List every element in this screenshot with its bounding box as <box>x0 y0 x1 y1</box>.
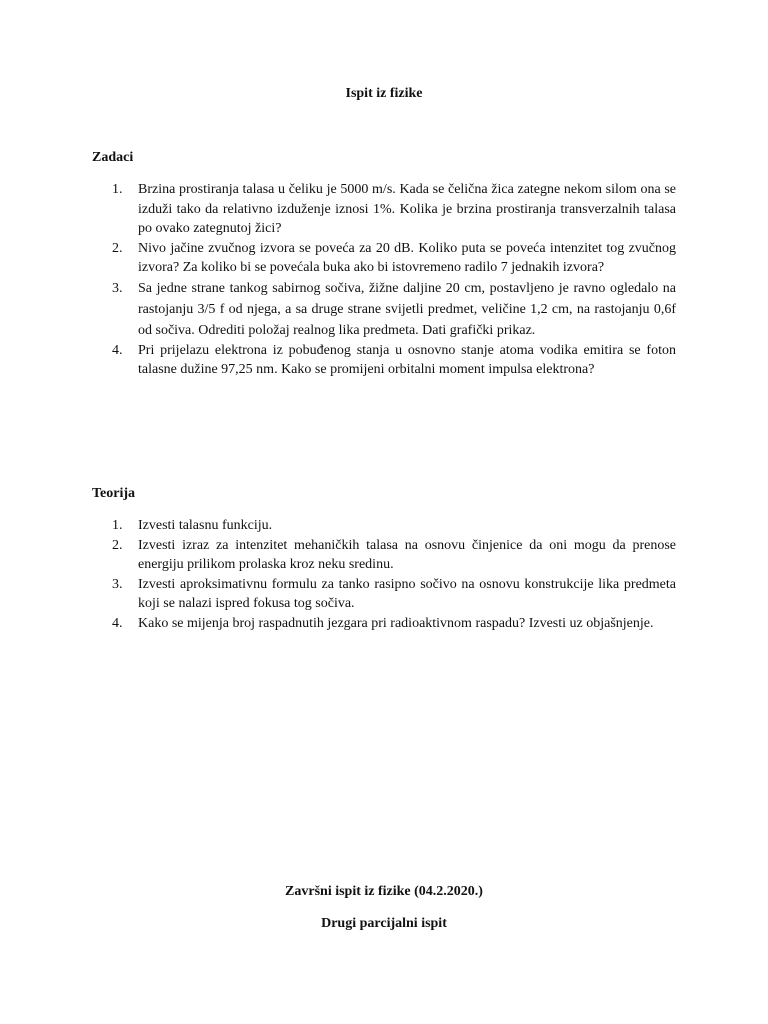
footer-exam-subtitle: Drugi parcijalni ispit <box>321 916 447 931</box>
zadaci-item-3 <box>92 278 676 341</box>
zadaci-item-number: 3. <box>112 280 123 296</box>
zadaci-item-2 <box>92 239 676 278</box>
zadaci-item-number: 2. <box>112 240 123 256</box>
teorija-item-number: 2. <box>112 537 123 553</box>
teorija-item-number: 4. <box>112 615 123 631</box>
zadaci-item-number: 4. <box>112 342 123 358</box>
teorija-list <box>92 516 676 633</box>
teorija-item-text: Kako se mijenja broj raspadnutih jezgara pri radioaktivnom raspadu? Izvesti uz objašnjenje. <box>138 615 654 631</box>
zadaci-item-1 <box>92 180 676 239</box>
zadaci-heading: Zadaci <box>92 150 134 165</box>
teorija-item-text: Izvesti izraz za intenzitet mehaničkih talasa na osnovu činjenice da oni mogu da prenose energiju prilikom prolaska kroz neku sredinu. <box>138 537 676 572</box>
teorija-heading: Teorija <box>92 486 136 501</box>
zadaci-item-text: Sa jedne strane tankog sabirnog sočiva, žižne daljine 20 cm, postavljeno je ravno ogledalo na rastojanju 3/5 f od njega, a sa druge strane svijetli predmet, veličine 1,2 cm, na rastojanju 0,6f od sočiva. Odrediti položaj realnog lika predmeta. Dati grafički prikaz. <box>138 280 676 338</box>
zadaci-item-text: Pri prijelazu elektrona iz pobuđenog stanja u osnovno stanje atoma vodika emitira se foton talasne dužine 97,25 nm. Kako se promijeni orbitalni moment impulsa elektrona? <box>138 342 676 377</box>
teorija-item-number: 3. <box>112 576 123 592</box>
teorija-item-3 <box>92 575 676 614</box>
zadaci-item-text: Nivo jačine zvučnog izvora se poveća za 20 dB. Koliko puta se poveća intenzitet tog zvučnog izvora? Za koliko bi se povećala buka ako bi istovremeno radilo 7 jednakih izvora? <box>138 240 676 275</box>
teorija-item-text: Izvesti talasnu funkciju. <box>138 518 273 533</box>
teorija-item-text: Izvesti aproksimativnu formulu za tanko rasipno sočivo na osnovu konstrukcije lika predmeta koji se nalazi ispred fokusa tog sočiva. <box>138 576 676 611</box>
zadaci-item-number: 1. <box>112 182 123 197</box>
zadaci-item-4 <box>92 341 676 380</box>
zadaci-item-text: Brzina prostiranja talasa u čeliku je 5000 m/s. Kada se čelična žica zategne nekom silom ona se izduži tako da relativno izduženje iznosi 1%. Kolika je brzina prostiranja transverzalnih talasa po ovako zategnutoj žici? <box>138 182 676 236</box>
footer-exam-title: Završni ispit iz fizike (04.2.2020.) <box>285 884 483 899</box>
teorija-item-4 <box>92 614 676 634</box>
teorija-item-number: 1. <box>112 518 123 533</box>
zadaci-list <box>92 180 676 380</box>
page-title: Ispit iz fizike <box>345 86 423 101</box>
teorija-item-2 <box>92 536 676 575</box>
teorija-item-1 <box>92 516 676 536</box>
